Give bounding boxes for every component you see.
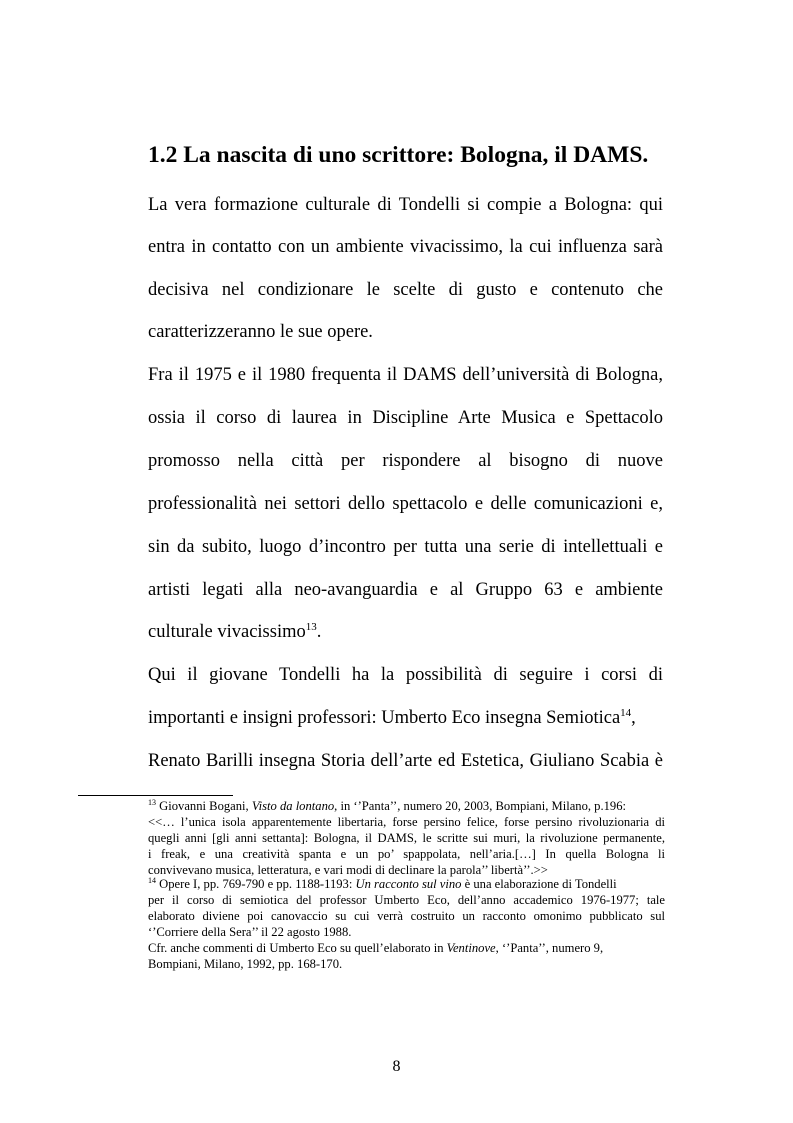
footnote-13: $^{13}$ Giovanni Bogani, Visto da lontano, in ‘’Panta’’, numero 20, 2003, Bompiani, Milano, p.196: [148, 797, 627, 813]
body-line: decisiva nel condizionare le scelte di gusto e contenuto che [148, 280, 663, 300]
body-line: Qui il giovane Tondelli ha la possibilità di seguire i corsi di [148, 665, 663, 685]
body-line: ossia il corso di laurea in Discipline Arte Musica e Spettacolo [148, 408, 663, 428]
footnote-line: ‘’Corriere della Sera’’ il 22 agosto 1988. [148, 925, 352, 939]
footnote-line: per il corso di semiotica del professor Umberto Eco, dell’anno accademico 1976-1977; tale [148, 893, 665, 907]
body-line: professionalità nei settori dello spettacolo e delle comunicazioni e, [148, 494, 663, 514]
footnote-reference: 14 [620, 706, 632, 719]
body-line: culturale vivacissimo$^{13}$. [148, 620, 322, 642]
body-line: importanti e insigni professori: Umberto Eco insegna Semiotica$^{14}$, [148, 706, 636, 728]
page-number: 8 [392, 1058, 401, 1075]
footnote-line: <<… l’unica isola apparentemente libertaria, forse persino felice, forse persino rivoluzionaria di [148, 815, 665, 829]
body-line: caratterizzeranno le sue opere. [148, 322, 373, 342]
body-line: La vera formazione culturale di Tondelli si compie a Bologna: qui [148, 195, 663, 215]
body-line: Fra il 1975 e il 1980 frequenta il DAMS dell’università di Bologna, [148, 365, 663, 385]
body-line: promosso nella città per rispondere al bisogno di nuove [148, 451, 663, 471]
body-line: entra in contatto con un ambiente vivacissimo, la cui influenza sarà [148, 237, 663, 257]
body-line: Renato Barilli insegna Storia dell’arte ed Estetica, Giuliano Scabia è [148, 751, 663, 771]
footnote-line: Cfr. anche commenti di Umberto Eco su quell’elaborato in Ventinove, ‘’Panta’’, numero 9, [148, 941, 604, 955]
body-line: sin da subito, luogo d’incontro per tutta una serie di intellettuali e [148, 537, 663, 557]
section-heading: 1.2 La nascita di uno scrittore: Bologna, il DAMS. [148, 142, 649, 168]
footnote-separator [78, 795, 233, 796]
footnote-line: quegli anni [gli anni settanta]: Bologna, il DAMS, le scritte sui muri, la rivoluzione permanente, [148, 831, 665, 845]
footnote-line: elaborato diviene poi canovaccio su cui verrà costruito un racconto omonimo pubblicato sul [148, 909, 665, 923]
footnote-line: convivevano musica, letteratura, e vari modi di declinare la parola’’ libertà’’.>> [148, 863, 548, 877]
footnote-line: i freak, e una creatività spanta e un po’ spappolata, nell’aria.[…] In quella Bologna li [148, 847, 665, 861]
footnote-line: Bompiani, Milano, 1992, pp. 168-170. [148, 957, 343, 971]
footnote-reference: 13 [305, 620, 317, 633]
body-line: artisti legati alla neo-avanguardia e al Gruppo 63 e ambiente [148, 580, 663, 600]
footnote-14: $^{14}$ Opere I, pp. 769-790 e pp. 1188-1193: Un racconto sul vino è una elaborazione di Tondelli [148, 875, 617, 891]
